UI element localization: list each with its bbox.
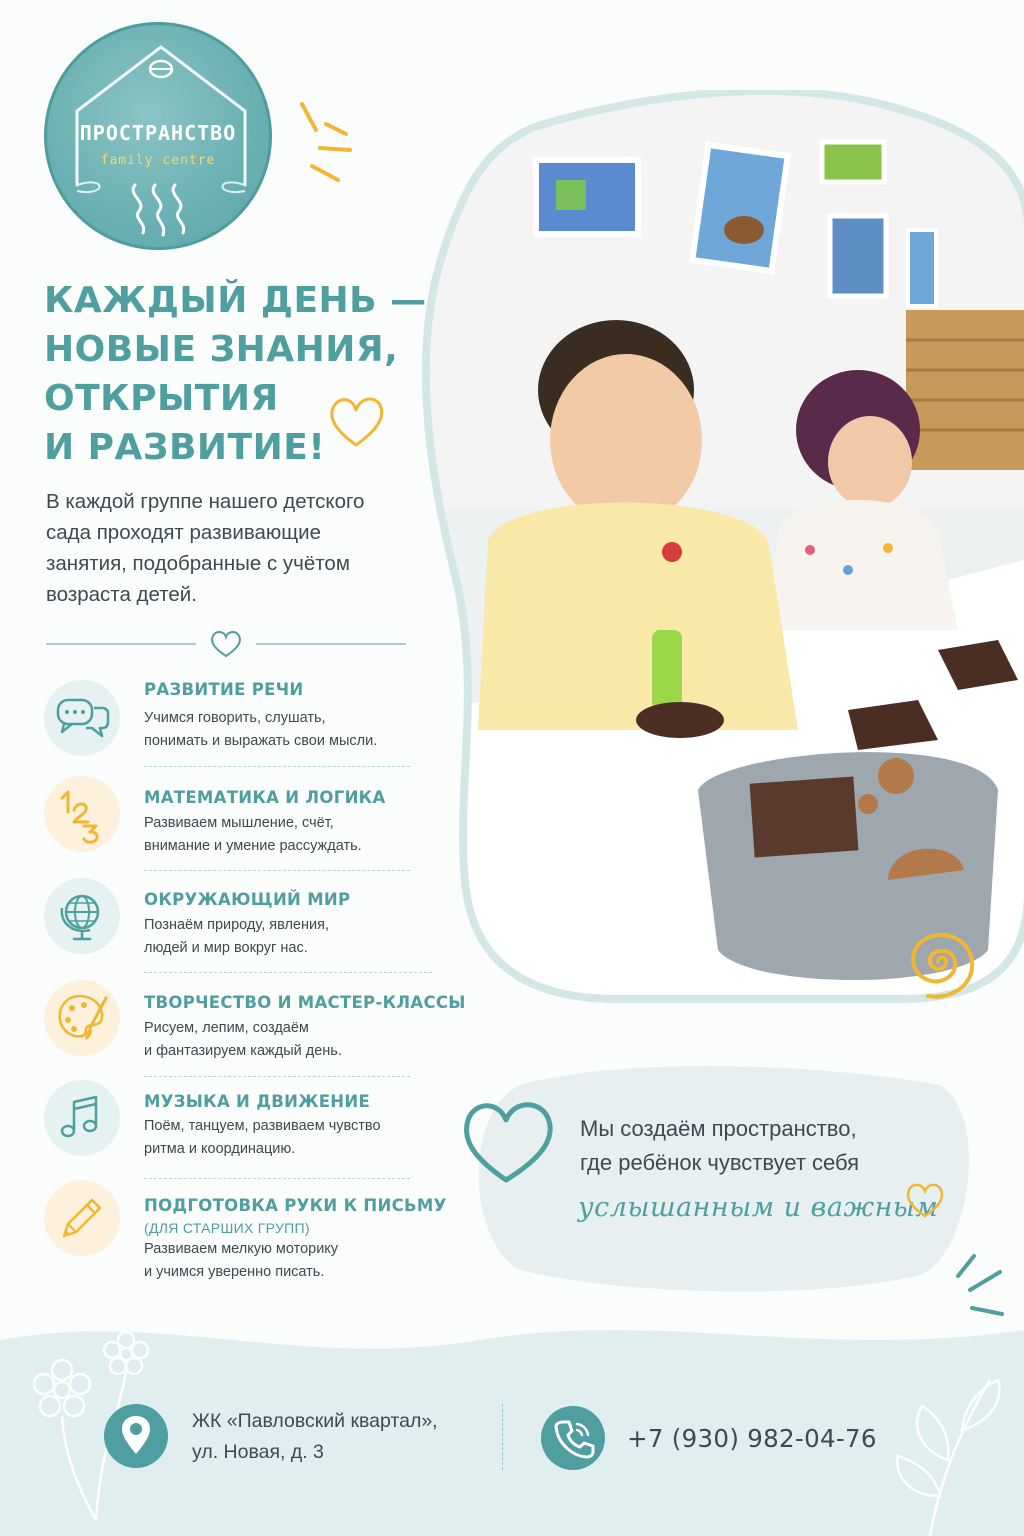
intro-line: сада проходят развивающие [46,521,321,544]
feature-note: (ДЛЯ СТАРШИХ ГРУПП) [144,1220,310,1236]
heart-large-icon [460,1096,556,1188]
classroom-photo [418,90,1024,1020]
feature-math [44,776,464,856]
separator [144,870,410,871]
feature-desc-line: Рисуем, лепим, создаём [144,1020,309,1036]
feature-desc-line: ритма и координацию. [144,1141,296,1157]
headline-line: НОВЫЕ ЗНАНИЯ, [44,329,399,370]
feature-desc-line: Развиваем мелкую моторику [144,1241,339,1257]
feature-desc-line: Учимся говорить, слушать, [144,710,326,726]
music-note-icon [44,1080,120,1156]
feature-title: ТВОРЧЕСТВО И МАСТЕР-КЛАССЫ [144,993,466,1012]
sparkle-lines-icon [298,100,358,186]
feature-desc-line: понимать и выражать свои мысли. [144,733,378,749]
quote-script: услышанным и важным [578,1192,939,1223]
feature-title: ПОДГОТОВКА РУКИ К ПИСЬМУ [144,1196,447,1215]
address-line: ЖК «Павловский квартал», [192,1410,438,1432]
headline-line: КАЖДЫЙ ДЕНЬ — [44,280,427,321]
address [192,1406,438,1468]
feature-title: ОКРУЖАЮЩИЙ МИР [144,890,351,909]
quote-line: где ребёнок чувствует себя [580,1150,860,1175]
feature-title: МУЗЫКА И ДВИЖЕНИЕ [144,1092,371,1111]
feature-title: РАЗВИТИЕ РЕЧИ [144,680,304,699]
feature-handwriting [44,1180,464,1284]
feature-desc-line: и учимся уверенно писать. [144,1264,325,1280]
feature-desc [144,1115,381,1161]
heart-small-icon [904,1180,946,1220]
brand-subtitle: family centre [100,153,216,168]
address-line: ул. Новая, д. 3 [192,1441,324,1463]
feature-desc-line: людей и мир вокруг нас. [144,940,308,956]
separator [144,972,432,973]
feature-desc-line: Развиваем мышление, счёт, [144,815,334,831]
intro-line: В каждой группе нашего детского [46,490,365,513]
feature-desc [144,1238,338,1284]
headline-line: И РАЗВИТИЕ! [44,427,326,468]
feature-desc-line: Поём, танцуем, развиваем чувство [144,1118,381,1134]
feature-desc-line: внимание и умение рассуждать. [144,838,362,854]
heart-outline-icon [326,393,386,451]
feature-desc-line: Познаём природу, явления, [144,917,329,933]
intro-text [46,486,426,610]
feature-title: МАТЕМАТИКА И ЛОГИКА [144,788,386,807]
spiral-icon [884,916,992,1008]
feature-speech [44,680,464,760]
phone-icon [541,1406,605,1470]
separator [144,1178,410,1179]
heart-divider [46,628,408,658]
feature-desc [144,914,329,960]
separator [144,1076,410,1077]
quote-line: Мы создаём пространство, [580,1116,857,1141]
contact-divider [502,1404,503,1470]
brand-logo [44,22,272,250]
palette-icon [44,980,120,1056]
feature-desc-line: и фантазируем каждый день. [144,1043,342,1059]
phone-number[interactable]: +7 (930) 982-04-76 [627,1424,877,1453]
quote-text [580,1112,859,1180]
pencil-icon [44,1180,120,1256]
intro-line: возраста детей. [46,583,197,606]
feature-desc [144,1017,342,1063]
location-pin-icon [104,1404,168,1468]
numbers-icon [44,776,120,852]
feature-desc [144,707,377,753]
speech-bubbles-icon [44,680,120,756]
feature-music [44,1080,464,1160]
separator [144,766,410,767]
feature-world [44,878,464,958]
globe-icon [44,878,120,954]
brand-name: ПРОСТРАНСТВО [79,121,237,145]
headline-line: ОТКРЫТИЯ [44,378,279,419]
intro-line: занятия, подобранные с учётом [46,552,350,575]
feature-creativity [44,980,464,1060]
feature-desc [144,812,362,858]
